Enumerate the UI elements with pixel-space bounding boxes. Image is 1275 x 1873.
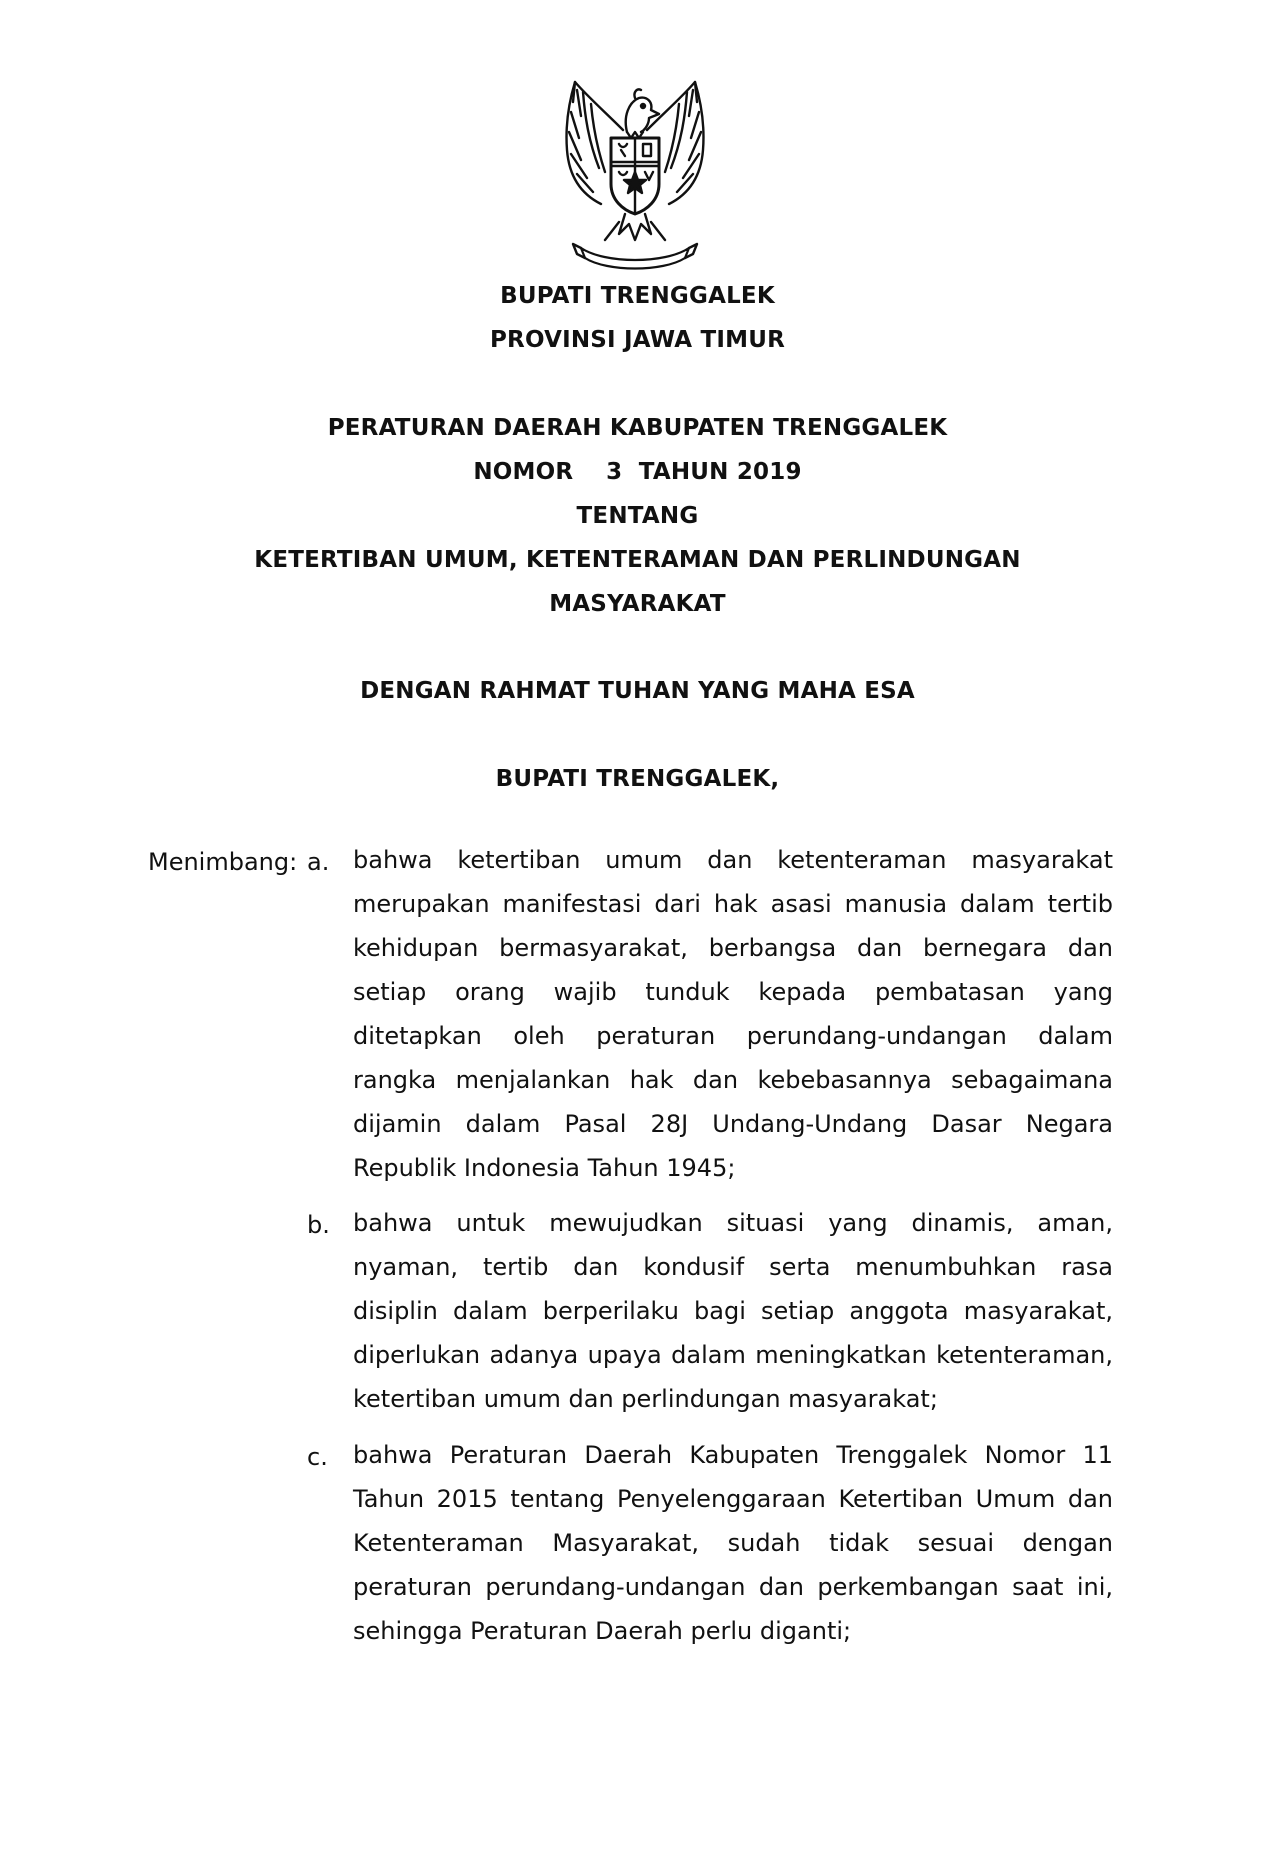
text-line: kehidupan bermasyarakat, berbangsa dan bernegara dan — [353, 934, 1113, 962]
consideration-c-letter: c. — [307, 1443, 328, 1471]
garuda-pancasila-emblem-icon — [535, 72, 735, 277]
consideration-a-letter: a. — [307, 848, 330, 876]
invocation: DENGAN RAHMAT TUHAN YANG MAHA ESA — [360, 678, 915, 704]
text-line: Tahun 2015 tentang Penyelenggaraan Ketertiban Umum dan — [353, 1485, 1113, 1513]
consideration-c-text — [353, 1433, 1113, 1653]
province-title: PROVINSI JAWA TIMUR — [489, 327, 786, 353]
consideration-b-letter: b. — [307, 1211, 330, 1239]
text-line: Ketenteraman Masyarakat, sudah tidak sesuai dengan — [353, 1529, 1113, 1557]
text-line: bahwa ketertiban umum dan ketenteraman masyarakat — [353, 846, 1113, 874]
text-line: disiplin dalam berperilaku bagi setiap anggota masyarakat, — [353, 1297, 1113, 1325]
text-line: peraturan perundang-undangan dan perkembangan saat ini, — [353, 1573, 1113, 1601]
consideration-a-text — [353, 838, 1113, 1190]
text-line: bahwa untuk mewujudkan situasi yang dinamis, aman, — [353, 1209, 1113, 1237]
text-line: nyaman, tertib dan kondusif serta menumbuhkan rasa — [353, 1253, 1113, 1281]
text-line: dijamin dalam Pasal 28J Undang-Undang Dasar Negara — [353, 1110, 1113, 1138]
consideration-b-text — [353, 1201, 1113, 1421]
text-line: merupakan manifestasi dari hak asasi manusia dalam tertib — [353, 890, 1113, 918]
text-line: diperlukan adanya upaya dalam meningkatkan ketenteraman, — [353, 1341, 1113, 1369]
text-line: Republik Indonesia Tahun 1945; — [353, 1154, 736, 1182]
text-line: rangka menjalankan hak dan kebebasannya sebagaimana — [353, 1066, 1113, 1094]
regulation-about: TENTANG — [576, 503, 699, 529]
regulation-subject-line-1: KETERTIBAN UMUM, KETENTERAMAN DAN PERLINDUNGAN — [254, 547, 1021, 573]
regulation-number: NOMOR 3 TAHUN 2019 — [473, 459, 802, 485]
regulation-subject-line-2: MASYARAKAT — [549, 591, 726, 617]
office-title: BUPATI TRENGGALEK — [500, 283, 775, 309]
text-line: setiap orang wajib tunduk kepada pembatasan yang — [353, 978, 1113, 1006]
text-line: sehingga Peraturan Daerah perlu diganti; — [353, 1617, 852, 1645]
text-line: ketertiban umum dan perlindungan masyarakat; — [353, 1385, 938, 1413]
considerations-label: Menimbang: — [148, 848, 298, 876]
text-line: bahwa Peraturan Daerah Kabupaten Trenggalek Nomor 11 — [353, 1441, 1113, 1469]
issuer-title: BUPATI TRENGGALEK, — [495, 766, 780, 792]
text-line: ditetapkan oleh peraturan perundang-undangan dalam — [353, 1022, 1113, 1050]
regulation-type: PERATURAN DAERAH KABUPATEN TRENGGALEK — [327, 415, 948, 441]
